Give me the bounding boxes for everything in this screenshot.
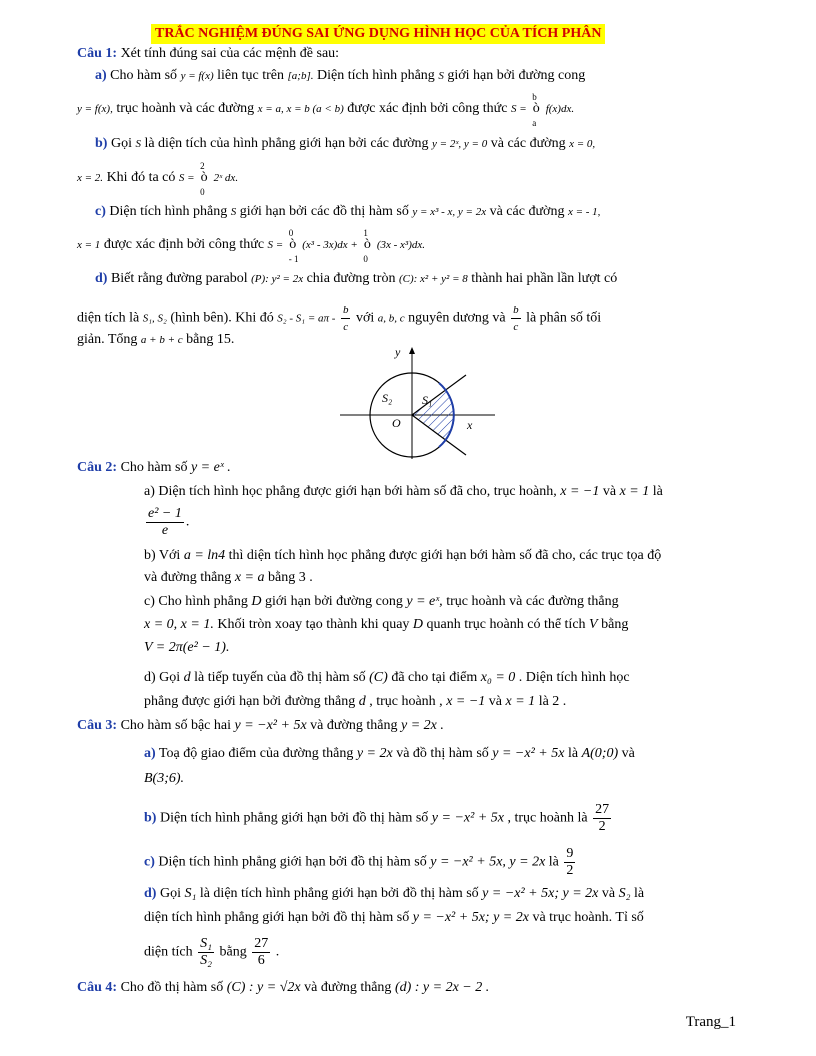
math: x = 0,: [569, 138, 596, 150]
integral-lower: - 1: [288, 254, 299, 264]
q1c-label: c): [95, 204, 106, 219]
integral-sign: ò 1 0: [361, 235, 373, 255]
q1b-line2: [77, 161, 239, 197]
math: y = 2x: [356, 746, 393, 761]
math: [a;b].: [287, 70, 314, 82]
text: chia đường tròn: [306, 271, 396, 286]
text: Cho đồ thị hàm số: [120, 980, 224, 995]
math: a + b + c: [140, 334, 183, 346]
origin-label: O: [392, 416, 401, 430]
math: S =: [511, 103, 527, 115]
fraction: [341, 302, 351, 335]
q1-header: [77, 44, 339, 64]
q3-label: Câu 3:: [77, 718, 118, 733]
math: y = 2x .: [400, 718, 444, 733]
math: D: [251, 594, 262, 609]
q1b-label: b): [95, 136, 108, 151]
q1-label: Câu 1:: [77, 46, 118, 61]
numerator: 27: [254, 936, 269, 951]
y-axis-arrow: [409, 347, 415, 354]
q2d-line2: [144, 692, 566, 712]
denominator: c: [513, 321, 519, 333]
q3d-label: d): [144, 886, 157, 901]
q3d-line1: [144, 884, 644, 904]
math: y = f(x): [180, 70, 214, 82]
math: (C) : y = √2x: [226, 980, 301, 995]
integral-lower: 0: [200, 187, 205, 197]
math: y = −x² + 5x, y = 2x: [430, 854, 546, 870]
text: d) Gọi: [144, 670, 181, 685]
text: là: [652, 484, 663, 499]
q2a-line1: [144, 482, 663, 502]
math: y = x³ - x, y = 2x: [412, 206, 487, 218]
q4-label: Câu 4:: [77, 980, 118, 995]
math: S₁, S₂: [142, 312, 167, 325]
denominator: 6: [257, 953, 265, 968]
text: bằng: [219, 944, 247, 960]
fraction: [198, 936, 214, 969]
q2b-line1: [144, 546, 661, 566]
s1-label: S₁: [422, 393, 433, 407]
q2-header: [77, 458, 231, 478]
q3c-label: c): [144, 854, 155, 870]
math: x = - 1,: [567, 206, 601, 218]
text: thì diện tích hình học phẳng được giới hạn bới hàm số đã cho, các trục tọa độ: [228, 548, 662, 563]
text: bằng: [601, 617, 629, 632]
numerator: 9: [566, 846, 574, 861]
integral-upper: b: [532, 92, 537, 102]
y-axis-label: y: [395, 345, 401, 359]
text: Gọi: [110, 136, 132, 151]
math: S: [438, 70, 444, 82]
q2c-line3: [144, 638, 229, 658]
numerator: b: [341, 302, 351, 319]
text: thành hai phần lần lượt có: [471, 271, 618, 286]
math: (x³ - 3x)dx +: [302, 239, 358, 251]
text: quanh trục hoành có thể tích: [426, 617, 586, 632]
q3d-line3: [144, 936, 279, 969]
denominator: S₂: [200, 953, 212, 968]
fraction: [511, 302, 521, 335]
text: , trục hoành là: [507, 810, 588, 826]
text: và đồ thị hàm số: [396, 746, 489, 761]
text: được xác định bởi công thức: [347, 101, 508, 116]
math: S₂ - S₁ = aπ -: [277, 312, 336, 325]
q4-header: [77, 978, 489, 998]
q1b-line1: [95, 134, 595, 154]
text: là: [548, 854, 559, 870]
denominator: 2: [598, 819, 606, 834]
math: A(0;0): [581, 746, 619, 761]
fraction: [146, 506, 184, 539]
q3a-line1: [144, 744, 635, 764]
text: , trục hoành ,: [369, 694, 443, 709]
math: (C): x² + y² = 8: [398, 273, 468, 285]
text: trục hoành và các đường: [116, 101, 255, 116]
q3b-label: b): [144, 810, 157, 826]
integral-lower: a: [532, 118, 537, 128]
text: bằng 3 .: [267, 570, 313, 585]
q2a-line2: $\frac{\text{e² − 1}}{e}$ .: [148, 506, 190, 538]
q1a-line2: [77, 92, 575, 128]
text: và trục hoành. Tỉ số: [532, 910, 644, 925]
q3-header: [77, 716, 444, 736]
integral-sign: ò b a: [530, 99, 542, 119]
text: Diện tích hình phẳng: [109, 204, 228, 219]
text: và: [602, 484, 617, 499]
text: giới hạn bởi đường cong: [447, 68, 586, 83]
math: d: [358, 694, 366, 709]
q2-label: Câu 2:: [77, 460, 118, 475]
text: diện tích là: [77, 310, 140, 326]
text: đã cho tại điểm: [391, 670, 478, 685]
denominator: e: [161, 523, 169, 538]
text: được xác định bởi công thức: [103, 237, 265, 252]
text: là phân số tối: [526, 310, 602, 326]
q3a-label: a): [144, 746, 156, 761]
integral-sign: ò 0 - 1: [287, 235, 299, 255]
math: y = −x² + 5x: [431, 810, 504, 826]
math: a = ln4: [183, 548, 226, 563]
integral-upper: 2: [200, 161, 205, 171]
text: Khối tròn xoay tạo thành khi quay: [217, 617, 410, 632]
text: c) Cho hình phẳng: [144, 594, 248, 609]
text: là: [633, 886, 645, 901]
text: b) Với: [144, 548, 181, 563]
math: d: [183, 670, 191, 685]
text: và: [488, 694, 503, 709]
fraction: [593, 802, 611, 835]
text: là diện tích của hình phẳng giới hạn bởi các đường: [144, 136, 429, 151]
text: (hình bên). Khi đó: [170, 310, 274, 326]
math: y = −x² + 5x: [234, 718, 307, 733]
text: a) Diện tích hình học phẳng được giới hạn bới hàm số đã cho, trục hoành,: [144, 484, 557, 499]
q1c-line1: [95, 202, 600, 222]
numerator: 27: [595, 802, 610, 817]
q1a-line1: [95, 66, 585, 86]
text: và đường thẳng: [144, 570, 232, 585]
text: là 2 .: [538, 694, 567, 709]
math: a, b, c: [377, 312, 405, 325]
q3a-line2: [144, 769, 184, 789]
q3c-line1: [144, 846, 577, 879]
math: V: [589, 617, 598, 632]
q3d-line2: [144, 908, 644, 928]
math: (d) : y = 2x − 2 .: [394, 980, 490, 995]
math: x = 1: [77, 239, 101, 251]
math: B(3;6).: [144, 771, 185, 786]
page-number: Trang_1: [685, 1014, 736, 1030]
math: S: [135, 138, 141, 150]
math: S₂: [618, 886, 631, 901]
text: là diện tích hình phẳng giới hạn bởi đồ thị hàm số: [199, 886, 479, 901]
q1d-label: d): [95, 271, 108, 286]
document-title: TRẮC NGHIỆM ĐÚNG SAI ỨNG DỤNG HÌNH HỌC CỦA TÍCH PHÂN: [151, 24, 605, 44]
numerator: S₁: [200, 936, 212, 951]
math: x₀ = 0: [480, 670, 516, 685]
q1c-line2: [77, 228, 426, 264]
math: x = a: [234, 570, 265, 585]
text: trục hoành và các đường thẳng: [446, 594, 619, 609]
math: x = 1: [619, 484, 650, 499]
math: y = −x² + 5x: [492, 746, 565, 761]
q1d-line3: [77, 330, 234, 350]
q1d-line1: [95, 269, 617, 289]
q2c-line2: [144, 615, 628, 635]
text: giới hạn bởi đường cong: [264, 594, 403, 609]
text: và đường thẳng: [310, 718, 398, 733]
q3b-line1: [144, 802, 613, 835]
math: x = a, x = b (a < b): [257, 103, 344, 115]
math: S =: [178, 172, 195, 184]
text: Diện tích hình phẳng giới hạn bởi đồ thị hàm số: [159, 810, 429, 826]
q1-intro: Xét tính đúng sai của các mệnh đề sau:: [120, 46, 340, 61]
math: x = 0, x = 1.: [144, 617, 214, 632]
math: (C): [369, 670, 388, 685]
math: y = 2ˣ, y = 0: [432, 138, 488, 150]
numerator: e² − 1: [148, 506, 182, 521]
text: diện tích: [144, 944, 193, 960]
integral-sign: ò 2 0: [198, 168, 210, 188]
text: nguyên dương và: [408, 310, 506, 326]
math: y = eˣ,: [406, 594, 443, 609]
text: Khi đó ta có: [106, 170, 176, 185]
math: S: [230, 206, 237, 218]
text: và: [601, 886, 616, 901]
denominator: 2: [566, 863, 574, 878]
math: (P): y² = 2x: [251, 273, 304, 285]
text: Cho hàm số bậc hai: [120, 718, 231, 733]
text: giản. Tổng: [77, 332, 138, 347]
fraction: [564, 846, 575, 879]
circle-parabola-figure: [340, 345, 500, 460]
math: x = −1: [446, 694, 486, 709]
q2b-line2: [144, 568, 313, 588]
math: 2ˣ dx.: [213, 172, 239, 184]
math: S =: [267, 239, 284, 251]
numerator: b: [511, 302, 521, 319]
text: với: [355, 310, 375, 326]
q1a-label: a): [95, 68, 107, 83]
math: x = 2.: [77, 172, 104, 184]
math: x = −1: [560, 484, 600, 499]
fraction: [252, 936, 270, 969]
text: Cho hàm số: [110, 68, 178, 83]
integral-lower: 0: [363, 254, 368, 264]
math: y = −x² + 5x; y = 2x: [482, 886, 599, 901]
math: (3x - x³)dx.: [376, 239, 426, 251]
text: Diện tích hình phẳng: [317, 68, 435, 83]
q2c-line1: [144, 592, 619, 612]
denominator: c: [343, 321, 349, 333]
text: là tiếp tuyến của đồ thị hàm số: [194, 670, 366, 685]
text: là: [567, 746, 579, 761]
math: y = −x² + 5x; y = 2x: [412, 910, 529, 925]
text: và đường thẳng: [304, 980, 392, 995]
text: giới hạn bởi các đồ thị hàm số: [239, 204, 409, 219]
text: Cho hàm số: [120, 460, 188, 475]
text: Toạ độ giao điểm của đường thẳng: [158, 746, 354, 761]
text: Biết rằng đường parabol: [110, 271, 248, 286]
text: . Diện tích hình học: [518, 670, 630, 685]
text: .: [275, 944, 280, 960]
integral-upper: 1: [363, 228, 368, 238]
q2d-line1: [144, 668, 630, 688]
text: và các đường: [489, 204, 565, 219]
text: phẳng được giới hạn bởi đường thẳng: [144, 694, 356, 709]
math: y = f(x),: [77, 103, 113, 115]
math: V = 2π(e² − 1).: [144, 640, 230, 655]
math: S₁: [184, 886, 197, 901]
text: diện tích hình phẳng giới hạn bởi đồ thị hàm số: [144, 910, 410, 925]
math: y = eˣ .: [190, 460, 231, 475]
x-axis-label: x: [467, 418, 473, 432]
text: bằng 15.: [186, 332, 235, 347]
text: và các đường: [490, 136, 566, 151]
integral-upper: 0: [288, 228, 294, 238]
text: Diện tích hình phẳng giới hạn bởi đồ thị hàm số: [158, 854, 427, 870]
math: x = 1: [505, 694, 536, 709]
text: liên tục trên: [217, 68, 285, 83]
text: Gọi: [159, 886, 181, 901]
math: f(x)dx.: [545, 103, 575, 115]
math: D: [412, 617, 424, 632]
text: và: [621, 746, 635, 761]
s2-label: S₂: [382, 391, 393, 405]
